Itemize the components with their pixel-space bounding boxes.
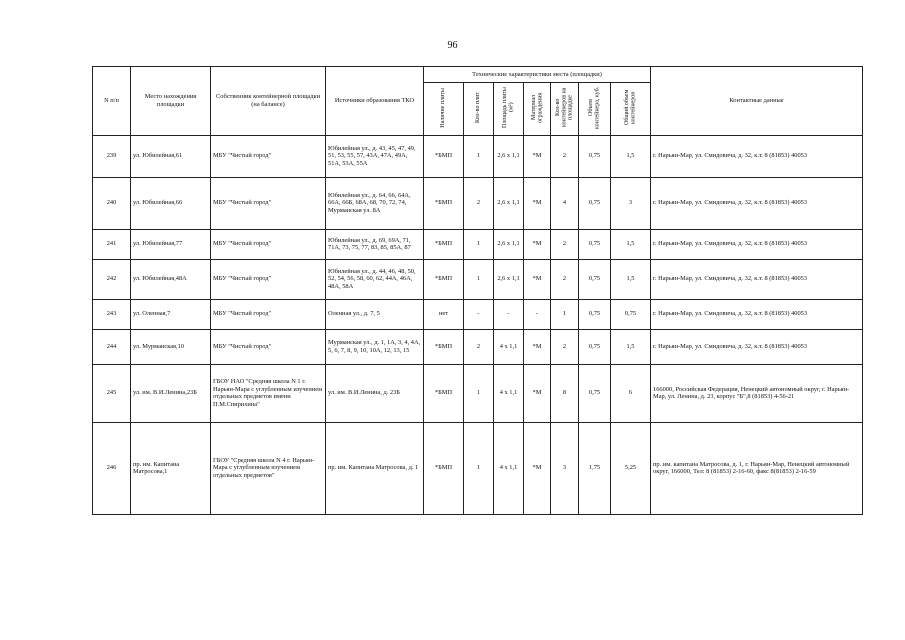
row-owner: МБУ "Чистый город" [211, 177, 326, 229]
row-slab-count: 1 [464, 259, 494, 299]
row-fence: *М [524, 364, 551, 422]
row-sources: пр. им. Капитана Матросова, д. 1 [326, 422, 424, 514]
row-location: ул. им. В.И.Ленина,23Б [131, 364, 211, 422]
table-row [93, 422, 863, 514]
row-owner: МБУ "Чистый город" [211, 259, 326, 299]
row-sources: Юбилейная ул., д. 43, 45, 47, 49, 51, 53, 55, 57, 43А, 47А, 49А, 51А, 53А, 55А [326, 135, 424, 177]
header-slab: Наличие плиты [424, 83, 464, 136]
row-owner: МБУ "Чистый город" [211, 229, 326, 259]
row-fence: *М [524, 329, 551, 364]
row-location: ул. Юбилейная,77 [131, 229, 211, 259]
row-contacts: г. Нарьян-Мар, ул. Смидовича, д. 32, к.т. 8 (81853) 40053 [651, 259, 863, 299]
row-slab-count: 1 [464, 422, 494, 514]
row-slab: *БМП [424, 229, 464, 259]
row-containers: 2 [551, 229, 579, 259]
header-slab-count: Кол-во плит [464, 83, 494, 136]
row-total: 1,5 [611, 135, 651, 177]
row-slab: *БМП [424, 329, 464, 364]
row-num: 244 [93, 329, 131, 364]
container-sites-table [92, 66, 863, 515]
row-contacts: г. Нарьян-Мар, ул. Смидовича, д. 32, к.т. 8 (81853) 40053 [651, 229, 863, 259]
row-total: 1,5 [611, 259, 651, 299]
row-num: 245 [93, 364, 131, 422]
row-sources: Юбилейная ул., д. 64, 66, 64А, 66А, 66Б, 68А, 68, 70, 72, 74, Мурманская ул. 8А [326, 177, 424, 229]
row-sources: ул. им. В.И.Ленина, д. 23Б [326, 364, 424, 422]
row-slab: нет [424, 299, 464, 329]
row-total: 1,5 [611, 229, 651, 259]
row-area: 4 х 1,1 [494, 422, 524, 514]
page-number: 96 [447, 40, 458, 51]
row-owner: МБУ "Чистый город" [211, 135, 326, 177]
row-slab: *БМП [424, 177, 464, 229]
row-total: 6 [611, 364, 651, 422]
row-fence: *М [524, 177, 551, 229]
row-contacts: г. Нарьян-Мар, ул. Смидовича, д. 32, к.т. 8 (81853) 40053 [651, 177, 863, 229]
row-total: 5,25 [611, 422, 651, 514]
row-slab-count: - [464, 299, 494, 329]
row-sources: Юбилейная ул., д. 69, 69А, 71, 71А, 73, 75, 77, 83, 85, 85А, 87 [326, 229, 424, 259]
row-num: 246 [93, 422, 131, 514]
table-row [93, 135, 863, 177]
row-fence: - [524, 299, 551, 329]
row-sources: Юбилейная ул., д. 44, 46, 48, 50, 52, 54, 56, 58, 60, 62, 44А, 46А, 48А, 58А [326, 259, 424, 299]
row-num: 243 [93, 299, 131, 329]
header-owner: Собственник контейнерной площадки (на балансе) [211, 67, 326, 136]
row-contacts: г. Нарьян-Мар, ул. Смидовича, д. 32, к.т. 8 (81853) 40053 [651, 329, 863, 364]
row-fence: *М [524, 422, 551, 514]
table-row [93, 364, 863, 422]
row-sources: Мурманская ул., д. 1, 1А, 3, 4, 4А, 5, 6, 7, 8, 9, 10, 10А, 12, 13, 15 [326, 329, 424, 364]
row-sources: Оленная ул., д. 7, 5 [326, 299, 424, 329]
row-volume: 0,75 [579, 299, 611, 329]
header-fence-material: Материал ограждения [524, 83, 551, 136]
row-slab-count: 1 [464, 135, 494, 177]
row-location: ул. Оленная,7 [131, 299, 211, 329]
row-area: 4 х 1,1 [494, 364, 524, 422]
row-containers: 2 [551, 329, 579, 364]
row-containers: 8 [551, 364, 579, 422]
row-slab: *БМП [424, 364, 464, 422]
row-contacts: г. Нарьян-Мар, ул. Смидовича, д. 32, к.т. 8 (81853) 40053 [651, 299, 863, 329]
row-fence: *М [524, 229, 551, 259]
row-containers: 2 [551, 259, 579, 299]
row-num: 241 [93, 229, 131, 259]
row-location: ул. Юбилейная,61 [131, 135, 211, 177]
row-volume: 0,75 [579, 259, 611, 299]
table-row [93, 299, 863, 329]
header-contacts: Контактные данные [651, 67, 863, 136]
row-owner: ГБОУ НАО "Средняя школа N 1 г. Нарьян-Мара с углубленным изучением отдельных предметов имени П.М.Спирихина" [211, 364, 326, 422]
row-slab: *БМП [424, 422, 464, 514]
header-container-volume: Объем контейнера, куб. [579, 83, 611, 136]
row-slab-count: 2 [464, 329, 494, 364]
header-total-volume: Общий объем контейнеров [611, 83, 651, 136]
row-location: пр. им. Капитана Матросова,1 [131, 422, 211, 514]
row-contacts: г. Нарьян-Мар, ул. Смидовича, д. 32, к.т. 8 (81853) 40053 [651, 135, 863, 177]
table-row [93, 229, 863, 259]
row-total: 0,75 [611, 299, 651, 329]
row-containers: 4 [551, 177, 579, 229]
table-row [93, 329, 863, 364]
header-container-count: Кол-во контейнеров на площадке [551, 83, 579, 136]
row-volume: 1,75 [579, 422, 611, 514]
row-volume: 0,75 [579, 329, 611, 364]
table-row [93, 259, 863, 299]
header-num: N п/п [93, 67, 131, 136]
row-area: 2,6 х 1,1 [494, 177, 524, 229]
row-total: 3 [611, 177, 651, 229]
row-location: ул. Мурманская,10 [131, 329, 211, 364]
table-row [93, 177, 863, 229]
row-num: 239 [93, 135, 131, 177]
row-total: 1,5 [611, 329, 651, 364]
row-volume: 0,75 [579, 135, 611, 177]
row-area: 4 х 1,1 [494, 329, 524, 364]
header-sources: Источники образования ТКО [326, 67, 424, 136]
row-volume: 0,75 [579, 364, 611, 422]
row-owner: МБУ "Чистый город" [211, 299, 326, 329]
header-tech: Технические характеристики места (площадки) [424, 67, 651, 83]
row-area: 2,6 х 1,1 [494, 135, 524, 177]
row-area: - [494, 299, 524, 329]
row-num: 242 [93, 259, 131, 299]
row-slab-count: 1 [464, 229, 494, 259]
row-slab-count: 1 [464, 364, 494, 422]
row-volume: 0,75 [579, 229, 611, 259]
row-slab: *БМП [424, 259, 464, 299]
header-location: Место нахождения площадки [131, 67, 211, 136]
row-contacts: 166000, Российская Федерация, Ненецкий автономный округ, г. Нарьян-Мар, ул. Ленина, д. 23, корпус "Б",8 (81853) 4-56-21 [651, 364, 863, 422]
row-slab: *БМП [424, 135, 464, 177]
row-owner: ГБОУ "Средняя школа N 4 г. Нарьян-Мара с углубленным изучением отдельных предметов" [211, 422, 326, 514]
row-area: 2,6 х 1,1 [494, 229, 524, 259]
row-containers: 2 [551, 135, 579, 177]
row-fence: *М [524, 259, 551, 299]
row-fence: *М [524, 135, 551, 177]
row-containers: 1 [551, 299, 579, 329]
row-location: ул. Юбилейная,48А [131, 259, 211, 299]
row-containers: 3 [551, 422, 579, 514]
row-location: ул. Юбилейная,66 [131, 177, 211, 229]
row-num: 240 [93, 177, 131, 229]
row-slab-count: 2 [464, 177, 494, 229]
header-slab-area: Площадь плиты (м²) [494, 83, 524, 136]
row-owner: МБУ "Чистый город" [211, 329, 326, 364]
row-volume: 0,75 [579, 177, 611, 229]
row-area: 2,6 х 1,1 [494, 259, 524, 299]
row-contacts: пр. им. капитана Матросова, д. 1, г. Нарьян-Мар, Ненецкий автономный округ, 166000, Тел: 8 (81853) 2-16-60, факс 8(81853) 2-16-59 [651, 422, 863, 514]
